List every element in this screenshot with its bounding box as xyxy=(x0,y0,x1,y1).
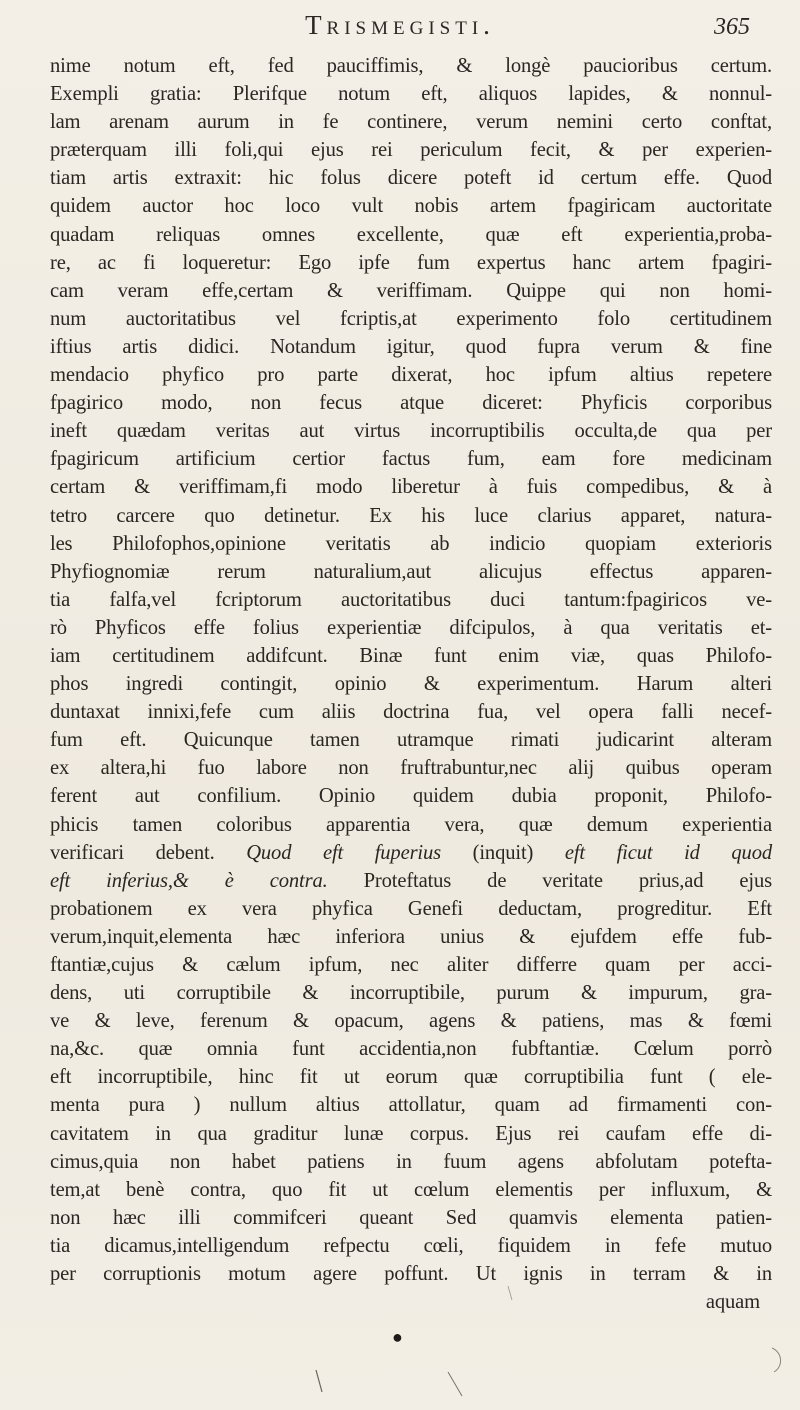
text-run: aquam xyxy=(705,1291,760,1314)
text-line xyxy=(50,754,772,782)
text-line xyxy=(50,277,772,305)
text-line xyxy=(50,1007,772,1035)
text-run: Proteftatus de veritate prius,ad ejus xyxy=(327,869,772,892)
text-run: Exempli gratia: Plerifque notum eft, aliquos lapides, & nonnul- xyxy=(50,83,772,106)
text-run: verificari debent. xyxy=(50,841,247,864)
text-run: fpagiricum artificium certior factus fum, eam fore medicinam xyxy=(50,448,772,471)
text-run: tia dicamus,intelligendum refpectu cœli, fiquidem in fefe mutuo xyxy=(50,1234,772,1257)
text-run: les Philofophos,opinione veritatis ab indicio quopiam exterioris xyxy=(50,532,772,555)
text-run: quadam reliquas omnes excellente, quæ eft experientia,proba- xyxy=(50,223,772,246)
text-run: na,&c. quæ omnia funt accidentia,non fubftantiæ. Cœlum porrò xyxy=(50,1038,772,1061)
text-line xyxy=(50,698,772,726)
text-run: re, ac fi loqueretur: Ego ipfe fum expertus hanc artem fpagiri- xyxy=(50,251,772,274)
text-line xyxy=(50,221,772,249)
text-run: dens, uti corruptibile & incorruptibile, purum & impurum, gra- xyxy=(50,982,772,1005)
text-run: præterquam illi foli,qui ejus rei periculum fecit, & per experien- xyxy=(50,139,772,162)
text-line xyxy=(50,136,772,164)
text-run: nime notum eft, fed pauciffimis, & longè paucioribus certum. xyxy=(50,55,772,77)
text-line xyxy=(50,642,772,670)
text-run: certam & veriffimam,fi modo liberetur à fuis compedibus, & à xyxy=(50,476,772,499)
text-line xyxy=(50,417,772,445)
text-run: per corruptionis motum agere poffunt. Ut ignis in terram & in xyxy=(50,1263,772,1286)
text-line xyxy=(50,473,772,501)
text-line xyxy=(50,867,772,895)
text-line xyxy=(50,80,772,108)
text-line xyxy=(50,361,772,389)
text-run: tia falfa,vel fcriptorum auctoritatibus duci tantum:fpagiricos ve- xyxy=(50,588,772,611)
text-line xyxy=(50,249,772,277)
text-run: iftius artis didici. Notandum igitur, quod fupra verum & fine xyxy=(50,335,772,358)
text-run: quidem auctor hoc loco vult nobis artem fpagiricam auctoritate xyxy=(50,195,772,218)
text-run: menta pura ) nullum altius attollatur, quam ad firmamenti con- xyxy=(50,1094,772,1117)
text-run: phos ingredi contingit, opinio & experimentum. Harum alteri xyxy=(50,673,772,696)
text-run: mendacio phyfico pro parte dixerat, hoc ipfum altius repetere xyxy=(50,364,772,387)
text-line xyxy=(50,502,772,530)
text-line xyxy=(50,192,772,220)
text-line xyxy=(50,895,772,923)
printer-ornament-mark: ● xyxy=(392,1327,403,1347)
text-run: num auctoritatibus vel fcriptis,at experimento folo certitudinem xyxy=(50,307,772,330)
text-run: cavitatem in qua graditur lunæ corpus. Ejus rei caufam effe di- xyxy=(50,1122,772,1145)
text-line xyxy=(50,951,772,979)
text-line xyxy=(50,1063,772,1091)
text-line xyxy=(50,782,772,810)
text-run: Phyfiognomiæ rerum naturalium,aut alicujus effectus apparen- xyxy=(50,560,772,583)
text-run: lam arenam aurum in fe continere, verum nemini certo conftat, xyxy=(50,111,772,134)
text-line xyxy=(50,1288,772,1316)
text-line xyxy=(50,108,772,136)
text-line xyxy=(50,670,772,698)
text-line xyxy=(50,1176,772,1204)
text-line xyxy=(50,923,772,951)
text-run: ineft quædam veritas aut virtus incorruptibilis occulta,de qua per xyxy=(50,420,772,443)
text-run: non hæc illi commifceri queant Sed quamvis elementa patien- xyxy=(50,1206,772,1229)
italic-quote: eft ficut id quod xyxy=(564,841,772,864)
text-run: tem,at benè contra, quo fit ut cœlum elementis per influxum, & xyxy=(50,1178,772,1201)
text-run: tetro carcere quo detinetur. Ex his luce clarius apparet, natura- xyxy=(50,504,772,527)
text-line xyxy=(50,1148,772,1176)
page-number: 365 xyxy=(714,14,750,40)
text-run: fum eft. Quicunque tamen utramque rimati judicarint alteram xyxy=(50,729,772,752)
ink-stroke-mark xyxy=(772,1348,781,1372)
text-run: tiam artis extraxit: hic folus dicere poteft id certum effe. Quod xyxy=(50,167,772,190)
text-line xyxy=(50,164,772,192)
ink-stroke-mark xyxy=(316,1370,322,1392)
text-line xyxy=(50,726,772,754)
text-line xyxy=(50,1260,772,1288)
text-run: ferent aut confilium. Opinio quidem dubia proponit, Philofo- xyxy=(50,785,772,808)
text-line xyxy=(50,979,772,1007)
text-line xyxy=(50,839,772,867)
text-run: ex altera,hi fuo labore non fruftrabuntur,nec alij quibus operam xyxy=(50,757,772,780)
text-run: (inquit) xyxy=(441,841,565,864)
italic-quote: Quod eft fuperius xyxy=(246,841,442,864)
text-run: fpagirico modo, non fecus atque diceret: Phyficis corporibus xyxy=(50,392,772,415)
text-line xyxy=(50,586,772,614)
text-line xyxy=(50,389,772,417)
text-run: eft incorruptibile, hinc fit ut eorum quæ corruptibilia funt ( ele- xyxy=(50,1066,772,1089)
text-run: ve & leve, ferenum & opacum, agens & patiens, mas & fœmi xyxy=(50,1010,772,1033)
body-text xyxy=(50,52,772,1316)
text-line xyxy=(50,530,772,558)
text-line xyxy=(50,614,772,642)
text-run: cam veram effe,certam & veriffimam. Quippe qui non homi- xyxy=(50,279,772,302)
text-line xyxy=(50,811,772,839)
text-run: duntaxat innixi,fefe cum aliis doctrina fua, vel opera falli necef- xyxy=(50,701,772,724)
text-line xyxy=(50,305,772,333)
text-line xyxy=(50,1120,772,1148)
text-line xyxy=(50,333,772,361)
text-line xyxy=(50,1232,772,1260)
text-run: rò Phyficos effe folius experientiæ difcipulos, à qua veritatis et- xyxy=(50,616,772,639)
text-line xyxy=(50,1035,772,1063)
text-line xyxy=(50,52,772,80)
text-run: cimus,quia non habet patiens in fuum agens abfolutam potefta- xyxy=(50,1150,772,1173)
running-title: Trismegisti. xyxy=(305,10,495,40)
text-run: probationem ex vera phyfica Genefi deductam, progreditur. Eft xyxy=(50,897,772,920)
text-run: ftantiæ,cujus & cælum ipfum, nec aliter differre quam per acci- xyxy=(50,954,772,976)
text-run: verum,inquit,elementa hæc inferiora unius & ejufdem effe fub- xyxy=(50,925,772,948)
ink-stroke-mark xyxy=(448,1372,462,1396)
text-line xyxy=(50,1204,772,1232)
text-line xyxy=(50,445,772,473)
italic-quote: eft inferius,& è contra. xyxy=(50,869,328,892)
text-run: phicis tamen coloribus apparentia vera, quæ demum experientia xyxy=(50,813,772,836)
text-line xyxy=(50,558,772,586)
text-line xyxy=(50,1091,772,1119)
running-head xyxy=(0,6,800,46)
text-run: iam certitudinem addifcunt. Binæ funt enim viæ, quas Philofo- xyxy=(50,644,772,667)
